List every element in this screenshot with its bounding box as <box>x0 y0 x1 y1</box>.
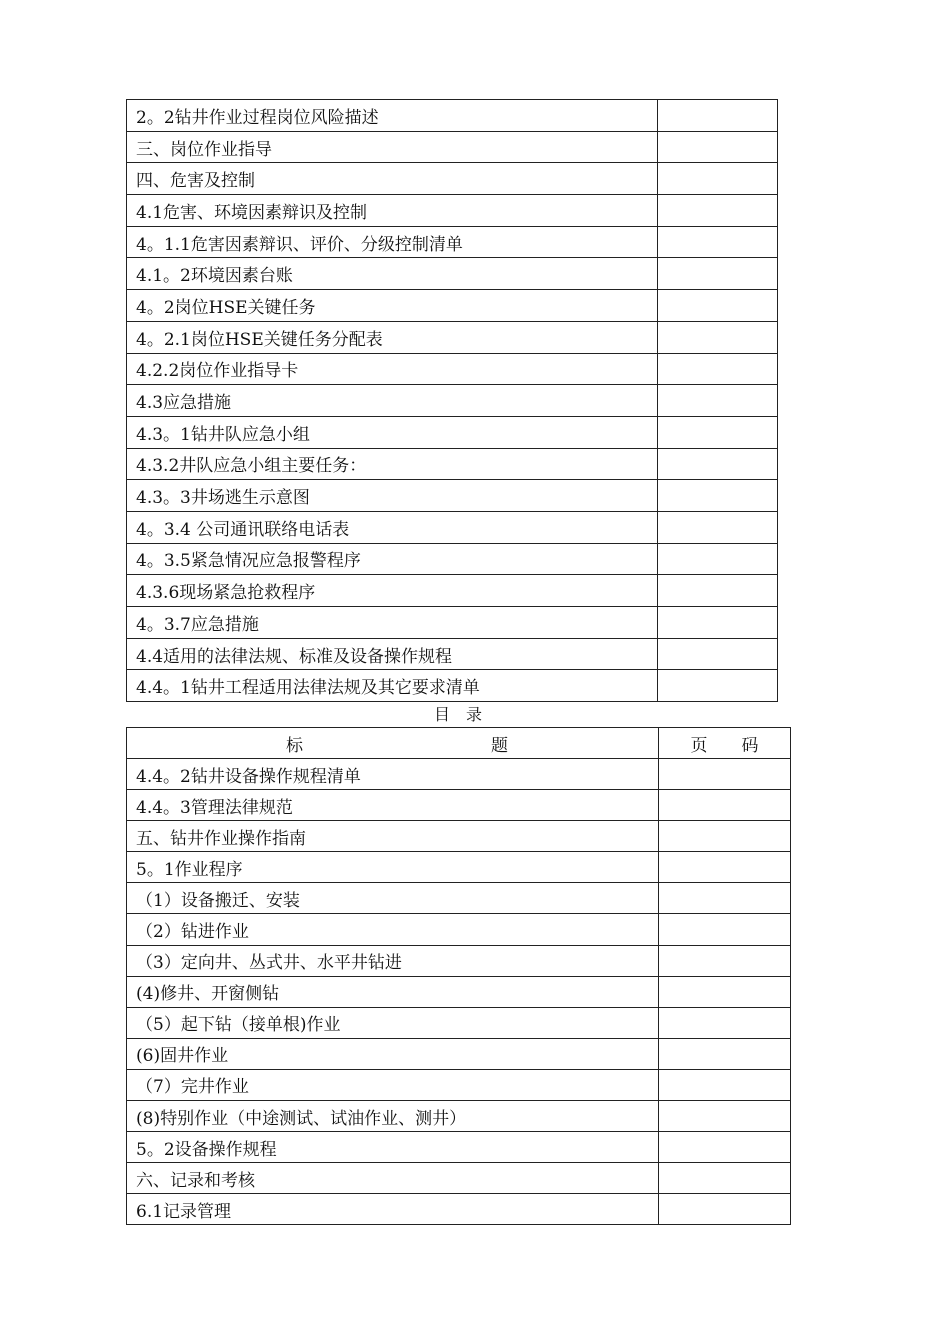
toc-entry-page <box>659 1007 791 1038</box>
toc-row <box>127 945 791 976</box>
toc-entry-page <box>659 1101 791 1132</box>
toc-entry-page <box>659 976 791 1007</box>
toc-row <box>127 607 778 639</box>
toc-row <box>127 575 778 607</box>
toc-entry-title: 4.3。1钻井队应急小组 <box>127 416 658 448</box>
toc-entry-page <box>658 321 778 353</box>
toc-entry-title: 4。2.1岗位HSE关键任务分配表 <box>127 321 658 353</box>
toc-row <box>127 852 791 883</box>
toc-row <box>127 258 778 290</box>
toc-entry-title: （7）完井作业 <box>127 1069 659 1100</box>
toc-entry-page <box>659 1163 791 1194</box>
toc-entry-title: 6.1记录管理 <box>127 1194 659 1225</box>
toc-row <box>127 759 791 790</box>
toc-entry-title: 2。2钻井作业过程岗位风险描述 <box>127 100 658 132</box>
toc-row <box>127 226 778 258</box>
toc-entry-page <box>658 290 778 322</box>
toc-entry-title: （5）起下钻（接单根)作业 <box>127 1007 659 1038</box>
toc-entry-page <box>659 1132 791 1163</box>
toc-header-page: 页 码 <box>659 728 791 759</box>
toc-entry-title: 4.1危害、环境因素辩识及控制 <box>127 195 658 227</box>
toc-entry-page <box>658 480 778 512</box>
toc-entry-title: 4.3。3井场逃生示意图 <box>127 480 658 512</box>
toc-entry-page <box>658 416 778 448</box>
toc-row <box>127 416 778 448</box>
toc-row <box>127 131 778 163</box>
toc-row <box>127 790 791 821</box>
toc-row <box>127 1132 791 1163</box>
toc-row <box>127 1163 791 1194</box>
toc-entry-page <box>659 945 791 976</box>
toc-entry-page <box>658 638 778 670</box>
toc-row <box>127 1038 791 1069</box>
toc-entry-page <box>658 607 778 639</box>
toc-entry-page <box>658 100 778 132</box>
toc-row <box>127 511 778 543</box>
toc-entry-title: （2）钻进作业 <box>127 914 659 945</box>
toc-entry-page <box>658 511 778 543</box>
toc-entry-title: 六、记录和考核 <box>127 1163 659 1194</box>
toc-row <box>127 914 791 945</box>
toc-entry-title: 4。3.4 公司通讯联络电话表 <box>127 511 658 543</box>
toc-entry-page <box>658 226 778 258</box>
toc-entry-title: 4.1。2环境因素台账 <box>127 258 658 290</box>
toc-entry-title: 4.4适用的法律法规、标准及设备操作规程 <box>127 638 658 670</box>
toc-entry-page <box>658 163 778 195</box>
toc-entry-page <box>659 914 791 945</box>
toc-entry-title: (6)固井作业 <box>127 1038 659 1069</box>
toc-row <box>127 1101 791 1132</box>
toc-table-body <box>127 728 791 1225</box>
toc-entry-title: 4.3.2井队应急小组主要任务： <box>127 448 658 480</box>
toc-row <box>127 195 778 227</box>
toc-entry-page <box>658 670 778 702</box>
toc-entry-page <box>659 1069 791 1100</box>
toc-row <box>127 670 778 702</box>
toc-entry-title: （1）设备搬迁、安装 <box>127 883 659 914</box>
toc-row <box>127 1007 791 1038</box>
toc-entry-title: 五、钻井作业操作指南 <box>127 821 659 852</box>
toc-row <box>127 543 778 575</box>
toc-entry-title: 4.4。1钻井工程适用法律法规及其它要求清单 <box>127 670 658 702</box>
toc-entry-title: (8)特别作业（中途测试、试油作业、测井） <box>127 1101 659 1132</box>
toc-entry-page <box>658 353 778 385</box>
toc-entry-page <box>659 759 791 790</box>
toc-header-title-cell <box>127 728 659 759</box>
toc-entry-page <box>659 883 791 914</box>
toc-entry-page <box>658 448 778 480</box>
toc-entry-page <box>659 821 791 852</box>
toc-entry-title: (4)修井、开窗侧钻 <box>127 976 659 1007</box>
toc-row <box>127 448 778 480</box>
toc-entry-page <box>659 1194 791 1225</box>
toc-row <box>127 385 778 417</box>
toc-row <box>127 321 778 353</box>
toc-entry-title: 4。2岗位HSE关键任务 <box>127 290 658 322</box>
toc-header-title-left: 标 <box>286 735 303 756</box>
toc-entry-title: 5。2设备操作规程 <box>127 1132 659 1163</box>
toc-entry-page <box>659 852 791 883</box>
toc-row <box>127 1069 791 1100</box>
toc-entry-page <box>658 575 778 607</box>
toc-row <box>127 1194 791 1225</box>
toc-row <box>127 290 778 322</box>
toc-header-title-right: 题 <box>491 735 508 756</box>
toc-table <box>126 727 791 1225</box>
toc-row <box>127 163 778 195</box>
toc-entry-title: 4。1.1危害因素辩识、评价、分级控制清单 <box>127 226 658 258</box>
toc-entry-page <box>659 790 791 821</box>
toc-entry-title: 4.4。3管理法律规范 <box>127 790 659 821</box>
toc-entry-title: 4。3.5紧急情况应急报警程序 <box>127 543 658 575</box>
toc-entry-title: 四、危害及控制 <box>127 163 658 195</box>
toc-row <box>127 883 791 914</box>
toc-entry-title: 4.3应急措施 <box>127 385 658 417</box>
toc-entry-page <box>658 258 778 290</box>
toc-row <box>127 353 778 385</box>
toc-entry-title: 4。3.7应急措施 <box>127 607 658 639</box>
toc-entry-page <box>658 543 778 575</box>
toc-row <box>127 638 778 670</box>
toc-entry-page <box>658 131 778 163</box>
toc-entry-title: 4.2.2岗位作业指导卡 <box>127 353 658 385</box>
toc-entry-page <box>658 385 778 417</box>
toc-entry-title: 5。1作业程序 <box>127 852 659 883</box>
toc-table-continued-body <box>127 100 778 702</box>
toc-row <box>127 976 791 1007</box>
toc-entry-title: 三、岗位作业指导 <box>127 131 658 163</box>
toc-entry-page <box>659 1038 791 1069</box>
toc-row <box>127 821 791 852</box>
toc-row <box>127 480 778 512</box>
toc-entry-title: 4.3.6现场紧急抢救程序 <box>127 575 658 607</box>
toc-row <box>127 100 778 132</box>
toc-table-continued <box>126 99 778 702</box>
toc-entry-title: （3）定向井、丛式井、水平井钻进 <box>127 945 659 976</box>
toc-entry-title: 4.4。2钻井设备操作规程清单 <box>127 759 659 790</box>
toc-entry-page <box>658 195 778 227</box>
toc-heading: 目 录 <box>433 705 482 724</box>
toc-header-row <box>127 728 791 759</box>
